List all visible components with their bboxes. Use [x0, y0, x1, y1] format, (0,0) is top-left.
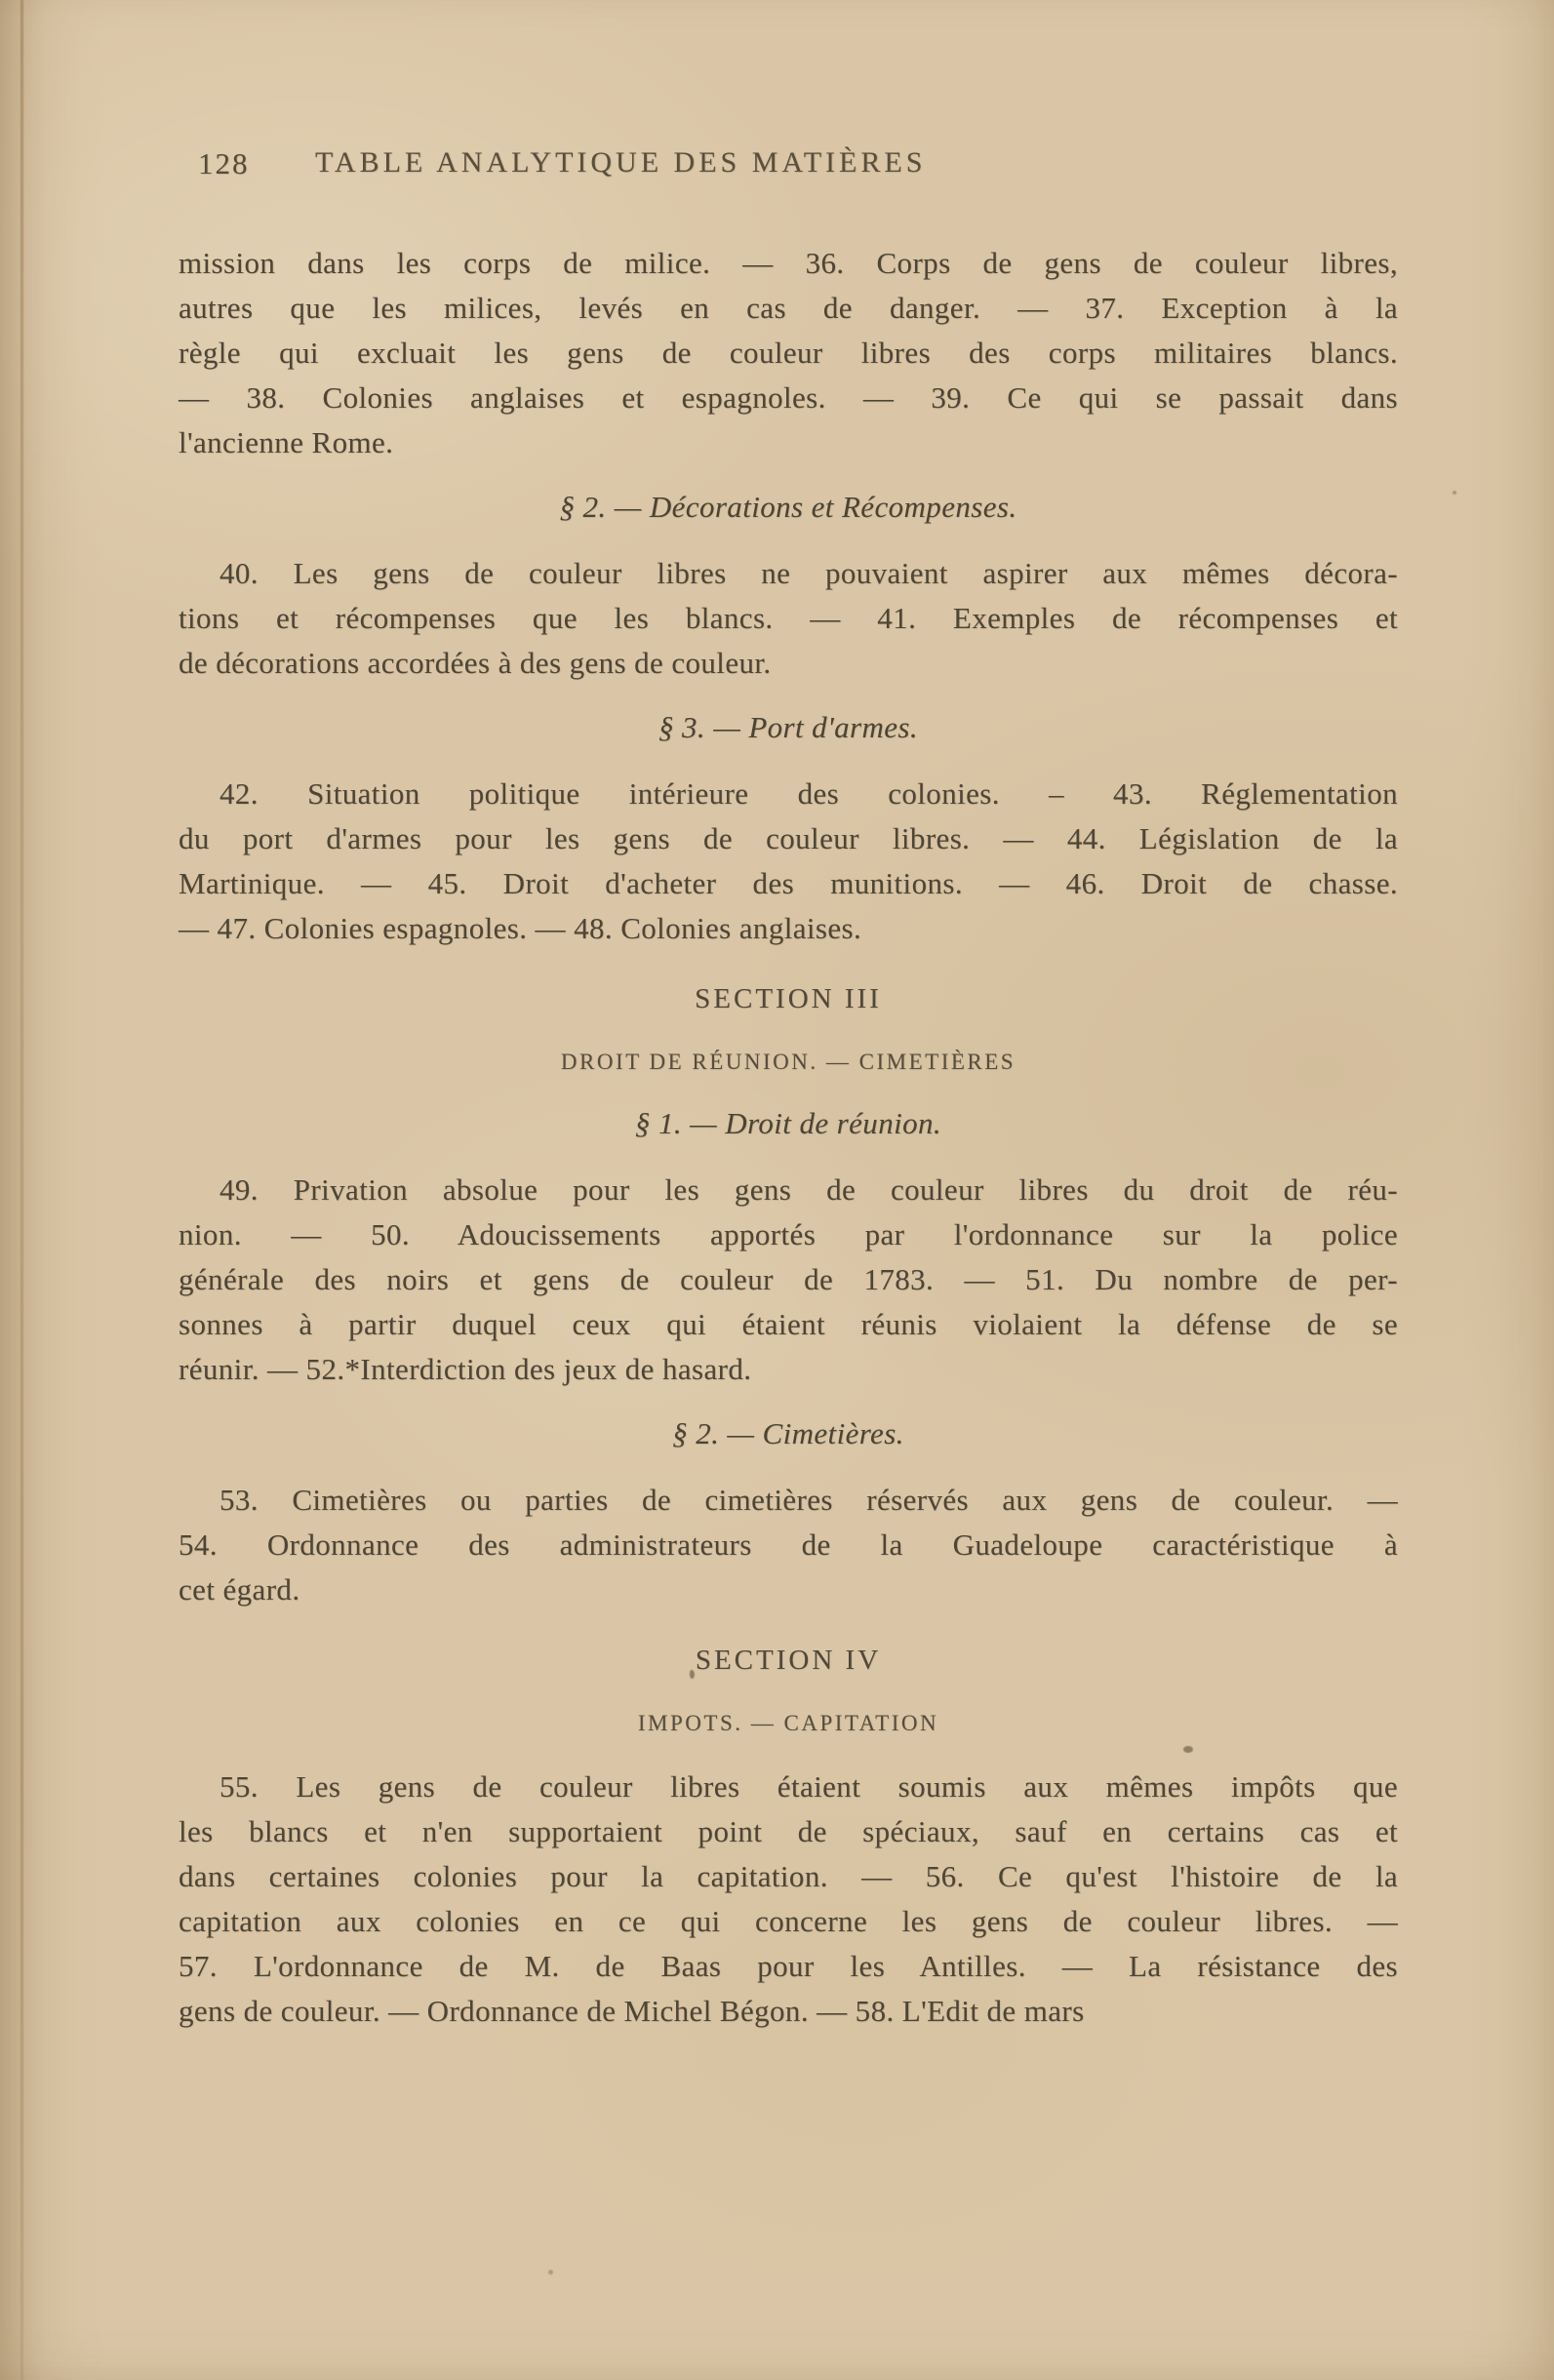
text-line: — 38. Colonies anglaises et espagnoles. — 39. Ce qui se passait dans: [179, 380, 1398, 415]
text-line: réunir. — 52.*Interdiction des jeux de hasard.: [179, 1352, 752, 1386]
text-line: capitation aux colonies en ce qui concerne les gens de couleur libres. —: [179, 1904, 1398, 1938]
paragraph-heading: § 3. — Port d'armes.: [657, 710, 919, 744]
text-line: 49. Privation absolue pour les gens de couleur libres du droit de réu-: [219, 1172, 1398, 1207]
text-line: les blancs et n'en supportaient point de spéciaux, sauf en certains cas et: [179, 1814, 1398, 1848]
page-number: 128: [198, 146, 250, 180]
ink-speck: [548, 2270, 553, 2275]
paragraph-heading: § 2. — Cimetières.: [672, 1416, 904, 1450]
running-title: TABLE ANALYTIQUE DES MATIÈRES: [315, 146, 927, 178]
text-line: nion. — 50. Adoucissements apportés par l'ordonnance sur la police: [179, 1217, 1398, 1251]
paragraph: [179, 1765, 1398, 2034]
section-title: SECTION IV: [695, 1645, 882, 1676]
text-line: 55. Les gens de couleur libres étaient soumis aux mêmes impôts que: [219, 1769, 1398, 1804]
text-line: — 47. Colonies espagnoles. — 48. Colonies anglaises.: [179, 911, 862, 945]
ink-speck: [690, 1670, 695, 1679]
paragraph: [179, 772, 1398, 951]
text-line: autres que les milices, levés en cas de danger. — 37. Exception à la: [179, 291, 1398, 325]
text-line: 40. Les gens de couleur libres ne pouvaient aspirer aux mêmes décora-: [219, 556, 1398, 590]
text-line: règle qui excluait les gens de couleur libres des corps militaires blancs.: [179, 336, 1398, 370]
section-title: SECTION III: [695, 983, 882, 1014]
text-line: de décorations accordées à des gens de couleur.: [179, 646, 772, 680]
text-line: Martinique. — 45. Droit d'acheter des munitions. — 46. Droit de chasse.: [179, 866, 1398, 900]
running-head: [179, 146, 1398, 189]
text-line: tions et récompenses que les blancs. — 41. Exemples de récompenses et: [179, 601, 1398, 635]
paragraph-heading: § 1. — Droit de réunion.: [634, 1106, 942, 1140]
paragraph: [179, 1168, 1398, 1392]
text-line: l'ancienne Rome.: [179, 425, 394, 459]
section-subtitle: IMPOTS. — CAPITATION: [637, 1711, 939, 1735]
text-line: 54. Ordonnance des administrateurs de la Guadeloupe caractéristique à: [179, 1527, 1398, 1562]
text-line: 53. Cimetières ou parties de cimetières réservés aux gens de couleur. —: [219, 1483, 1398, 1517]
paragraph: [179, 1478, 1398, 1612]
section-subtitle: DROIT DE RÉUNION. — CIMETIÈRES: [560, 1050, 1016, 1074]
text-line: générale des noirs et gens de couleur de 1783. — 51. Du nombre de per-: [179, 1262, 1398, 1296]
text-line: mission dans les corps de milice. — 36. Corps de gens de couleur libres,: [179, 246, 1398, 280]
text-line: cet égard.: [179, 1572, 300, 1606]
paragraph-heading: § 2. — Décorations et Récompenses.: [559, 490, 1017, 524]
text-line: sonnes à partir duquel ceux qui étaient réunis violaient la défense de se: [179, 1307, 1398, 1341]
text-line: du port d'armes pour les gens de couleur libres. — 44. Législation de la: [179, 821, 1398, 855]
text-line: gens de couleur. — Ordonnance de Michel Bégon. — 58. L'Edit de mars: [179, 1994, 1085, 2028]
text-line: dans certaines colonies pour la capitation. — 56. Ce qu'est l'histoire de la: [179, 1859, 1398, 1893]
text-line: 57. L'ordonnance de M. de Baas pour les Antilles. — La résistance des: [179, 1949, 1398, 1983]
ink-speck: [1183, 1746, 1193, 1753]
ink-speck: [1453, 491, 1456, 495]
paragraph: [179, 241, 1398, 465]
table-of-contents-text: [179, 241, 1398, 2034]
page-fold-line: [20, 0, 23, 2380]
text-line: 42. Situation politique intérieure des colonies. – 43. Réglementation: [219, 776, 1398, 811]
paragraph: [179, 551, 1398, 686]
